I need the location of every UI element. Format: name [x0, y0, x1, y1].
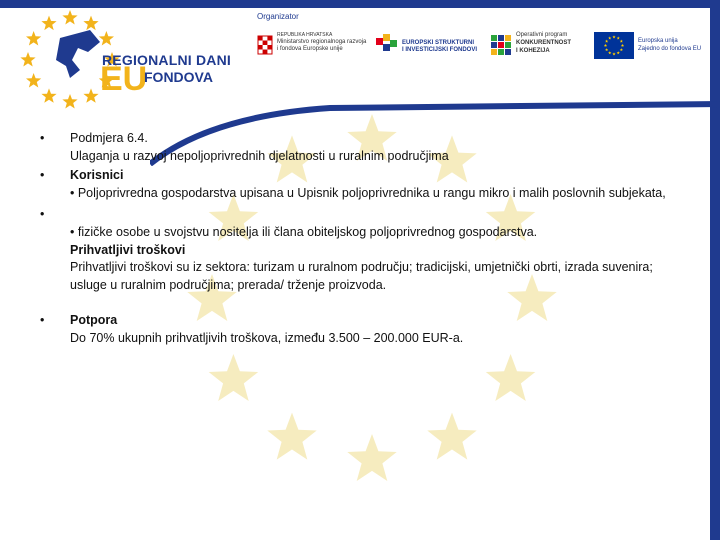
star-icon [62, 10, 77, 25]
sponsor-op [490, 30, 590, 62]
bullet: • [40, 313, 45, 327]
item1-line2: Ulaganja u razvoj nepoljoprivrednih djelatnosti u ruralnim područjima [70, 148, 449, 163]
frame-top-bar [0, 0, 720, 8]
logo-eu: EU [100, 60, 148, 98]
sponsor-ministry-line3: i fondova Europske unije [277, 46, 343, 52]
star-icon [62, 94, 77, 109]
list-item [40, 206, 670, 294]
bullet: • [40, 168, 45, 182]
slide-content [40, 130, 670, 347]
star-icon [26, 31, 41, 46]
star-icon [486, 354, 536, 401]
star-icon [267, 413, 316, 460]
logo-subtitle: FONDOVA [144, 69, 213, 85]
item3-detail: Prihvatljivi troškovi su iz sektora: turizam u ruralnom području; tradicijski, umjetnički obrti, izrada suvenira; usluge u ruralnim područjima; prerada/ trženje proizvoda. [70, 260, 653, 292]
sponsor-op-line1: Operativni program [516, 32, 568, 38]
item2-heading: Korisnici [70, 168, 124, 182]
organizator-label: Organizator [257, 12, 299, 21]
sponsor-eu-line2: Zajedno do fondova EU [638, 46, 702, 52]
item3-heading: Prihvatljivi troškovi [70, 242, 186, 257]
star-icon [83, 88, 98, 102]
croatian-coat-of-arms-icon [257, 34, 273, 56]
sponsor-esif-line1: EUROPSKI STRUKTURNI [402, 40, 475, 46]
item2-text: • Poljoprivredna gospodarstva upisana u Upisnik poljoprivrednika u rangu mikro i malih poslovnih subjekata, [70, 185, 666, 200]
logo-title: REGIONALNI DANI [102, 52, 231, 68]
sponsor-ministry-line2: Ministarstvo regionalnoga razvoja [277, 39, 367, 45]
star-icon [347, 434, 396, 481]
star-icon [427, 413, 476, 460]
star-icon [83, 16, 98, 31]
item4-heading: Potpora [70, 313, 118, 327]
eu-flag-icon [594, 32, 634, 59]
sponsor-esif [374, 32, 482, 62]
star-icon [99, 31, 114, 46]
op-kik-logo-icon [490, 34, 512, 56]
list-item [40, 312, 670, 347]
sponsor-eu [594, 32, 706, 62]
sponsor-ministry-line1: REPUBLIKA HRVATSKA [277, 32, 333, 38]
item1-line1: Podmjera 6.4. [70, 131, 148, 145]
item3-text: • fizičke osobe u svojstvu nositelja ili člana obiteljskog poljoprivrednog gospodarstva. [70, 225, 538, 239]
star-icon [26, 73, 41, 88]
sponsor-op-line3: I KOHEZIJA [516, 48, 550, 54]
star-icon [209, 354, 259, 401]
sponsor-op-line2: KONKURENTNOST [516, 40, 571, 46]
esif-logo-icon [374, 32, 400, 58]
list-item [40, 167, 670, 202]
star-icon [41, 16, 56, 31]
sponsor-eu-line1: Europska unija [638, 38, 678, 44]
sponsor-ministry [257, 32, 367, 62]
star-icon [41, 88, 56, 102]
item4-text: Do 70% ukupnih prihvatljivih troškova, između 3.500 – 200.000 EUR-a. [70, 330, 464, 345]
bullet: • [40, 131, 45, 145]
list-item [40, 130, 670, 165]
star-icon [20, 52, 35, 67]
bullet: • [40, 207, 45, 221]
sponsor-esif-line2: I INVESTICIJSKI FONDOVI [402, 47, 478, 53]
